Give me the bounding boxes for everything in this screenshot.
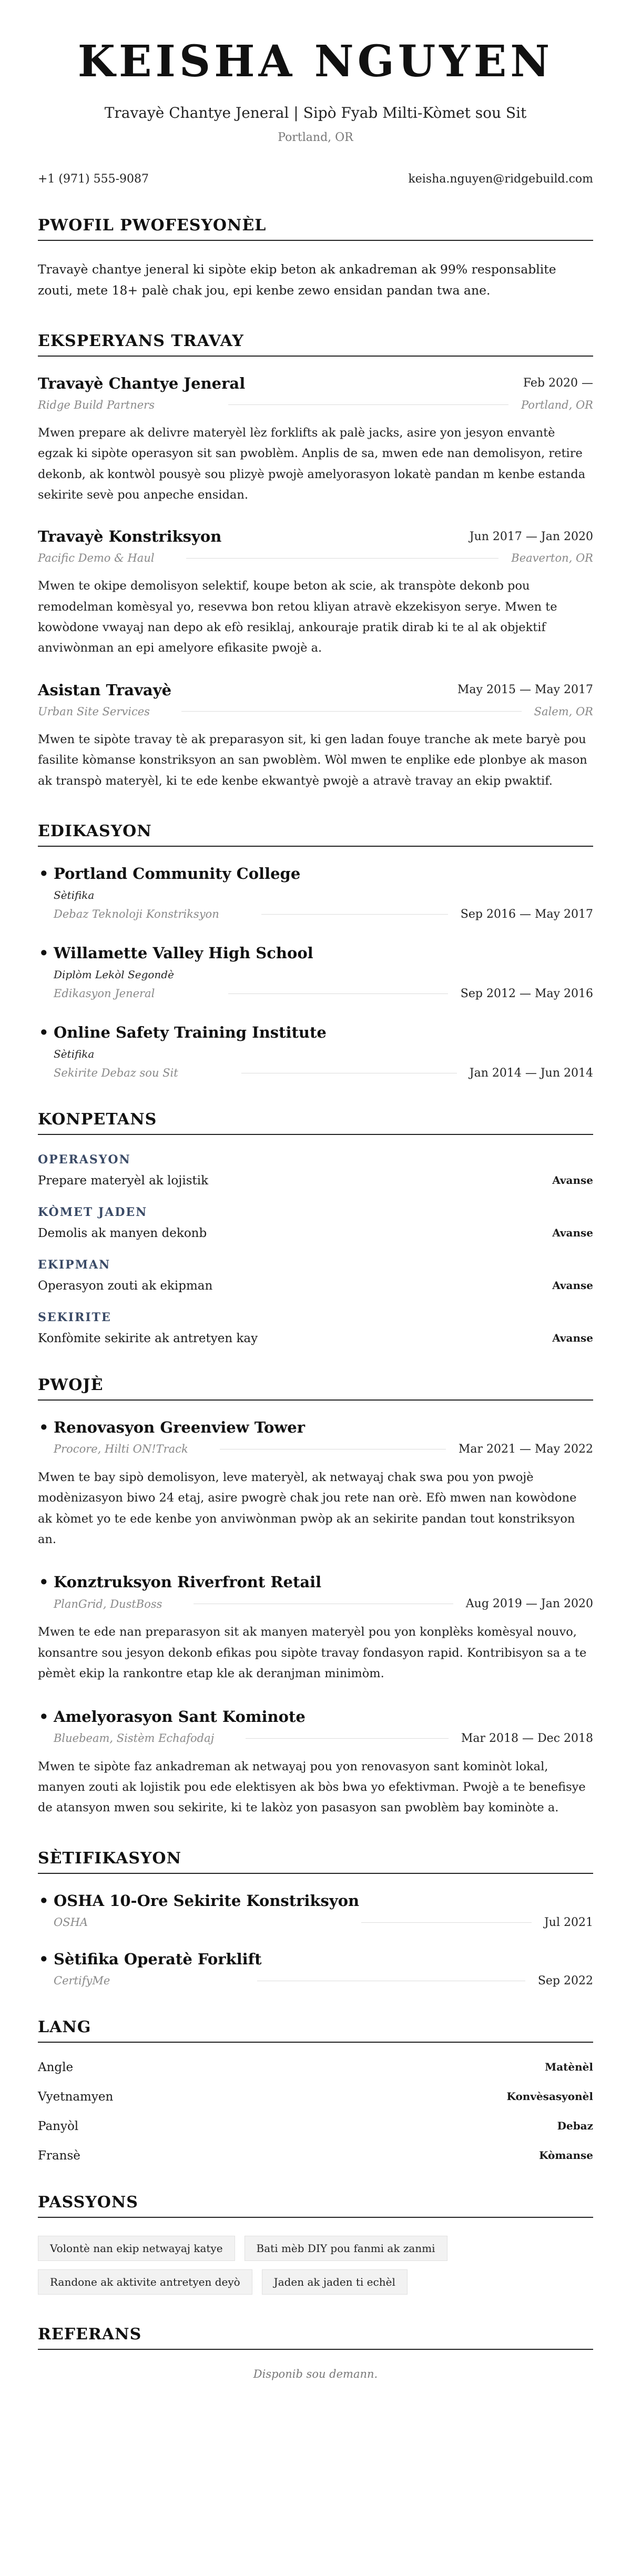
- skill-row: [38, 1226, 593, 1240]
- certification-entry: [38, 1950, 593, 1987]
- resume-header: [38, 0, 593, 186]
- job-location: Beaverton, OR: [511, 552, 593, 565]
- interest-tag: Volontè nan ekip netwayaj katye: [38, 2236, 235, 2261]
- skill-row: [38, 1174, 593, 1188]
- project-dates: Aug 2019 — Jan 2020: [465, 1597, 593, 1611]
- job-dates: Jun 2017 — Jan 2020: [469, 530, 593, 543]
- skill-category: KÒMET JADEN: [38, 1205, 148, 1219]
- section-title: KONPETANS: [38, 1110, 593, 1135]
- language-level: Kòmanse: [539, 2148, 593, 2162]
- interest-tag: Jaden ak jaden ti echèl: [262, 2269, 408, 2295]
- skill-level: Avanse: [552, 1279, 593, 1292]
- education-section: [38, 822, 593, 1080]
- job-dates: Feb 2020 —: [523, 377, 593, 390]
- project-name: • Renovasyon Greenview Tower: [38, 1418, 305, 1436]
- job-title: Travayè Konstriksyon: [38, 528, 222, 546]
- language-row: [38, 2149, 593, 2163]
- interest-tag: Bati mèb DIY pou fanmi ak zanmi: [245, 2236, 447, 2261]
- projects-section: [38, 1376, 593, 1819]
- profile-summary: Travayè chantye jeneral ki sipòte ekip beton ak ankadreman ak 99% responsablite zouti, mete 18+ palè chak jou, epi kenbe zewo ensidan pandan twa ane.: [38, 262, 556, 298]
- project-name: • Amelyorasyon Sant Kominote: [38, 1708, 306, 1726]
- certification-date: Jul 2021: [544, 1915, 593, 1929]
- language-row: [38, 2090, 593, 2104]
- school-name: • Willamette Valley High School: [38, 944, 593, 962]
- project-entry: [38, 1708, 593, 1819]
- language-name: Panyòl: [38, 2119, 79, 2133]
- job-entry: [38, 681, 593, 792]
- education-dates: Jan 2014 — Jun 2014: [469, 1066, 593, 1080]
- section-title: EDIKASYON: [38, 822, 593, 847]
- language-name: Vyetnamyen: [38, 2090, 114, 2104]
- school-name: • Online Safety Training Institute: [38, 1023, 593, 1041]
- job-description: Mwen prepare ak delivre materyèl lèz forklifts ak palè jacks, asire yon jesyon envantè egzak ki sipòte operasyon sit san pwoblèm. Anplis de sa, mwen ede nan demolisyon, retire dekonb, ak kontwòl pousyè sou plizyè pwojè amelyorasyon lokatè pandan m kenbe estanda sekirite sevè pou anpeche ensidan.: [38, 425, 586, 502]
- degree: Sètifika: [54, 1047, 95, 1060]
- skill-level: Avanse: [552, 1226, 593, 1239]
- job-entry: [38, 528, 593, 659]
- job-dates: May 2015 — May 2017: [457, 683, 593, 697]
- phone: +1 (971) 555-9087: [38, 173, 149, 186]
- headline: Travayè Chantye Jeneral | Sipò Fyab Milti-Kòmet sou Sit: [104, 104, 527, 121]
- skill-name: Demolis ak manyen dekonb: [38, 1226, 207, 1240]
- project-description: Mwen te bay sipò demolisyon, leve materyèl, ak netwayaj chak swa pou yon pwojè modènizasyon biwo 24 etaj, asire pwogrè chak jou rete nan orè. Efò mwen nan kowòdone ak kòmet yo te ede kenbe yon anviwònman pwòp ak an sekirite pandan tout konstriksyon an.: [38, 1470, 577, 1547]
- skill-level: Avanse: [552, 1173, 593, 1186]
- field-of-study: Edikasyon Jeneral: [54, 987, 155, 1000]
- references-section: [38, 2325, 593, 2380]
- email[interactable]: keisha.nguyen@ridgebuild.com: [408, 173, 593, 186]
- references-text: Disponib sou demann.: [253, 2367, 378, 2380]
- project-entry: [38, 1418, 593, 1550]
- skill-row: [38, 1332, 593, 1345]
- education-entry: [38, 865, 593, 921]
- skill-name: Operasyon zouti ak ekipman: [38, 1279, 213, 1293]
- contact-row: [38, 173, 593, 186]
- skill-category: SEKIRITE: [38, 1310, 111, 1324]
- language-name: Fransè: [38, 2148, 80, 2163]
- skill-category: EKIPMAN: [38, 1257, 111, 1272]
- certifications-section: [38, 1849, 593, 1987]
- certification-name: • OSHA 10-Ore Sekirite Konstriksyon: [38, 1892, 593, 1910]
- field-of-study: Sekirite Debaz sou Sit: [54, 1067, 178, 1080]
- certification-name: • Sètifika Operatè Forklift: [38, 1950, 593, 1968]
- section-title: PWOJÈ: [38, 1376, 593, 1401]
- project-description: Mwen te sipòte faz ankadreman ak netwayaj pou yon renovasyon sant kominòt lokal, manyen zouti ak lojistik pou ede elektisyen ak bòs bwa yo efektivman. Pwojè a te benefisye de atansyon mwen sou sekirite, ki te lakòz yon pasasyon san pwoblèm bay kominòte a.: [38, 1759, 586, 1815]
- interests-section: [38, 2193, 593, 2295]
- language-row: [38, 2119, 593, 2133]
- job-description: Mwen te sipòte travay tè ak preparasyon sit, ki gen ladan fouye tranche ak mete baryè pou fasilite kòmanse konstriksyon an san pwoblèm. Wòl mwen te enplike ede plonbye ak mason ak transpò materyèl, ki te ede kenbe ekwantyè pwojè a atravè travay an ekip pwaktif.: [38, 732, 587, 788]
- section-title: REFERANS: [38, 2325, 593, 2350]
- language-level: Konvèsasyonèl: [506, 2090, 593, 2103]
- profile-section: [38, 216, 593, 301]
- school-name: • Portland Community College: [38, 865, 593, 883]
- section-title: EKSPERYANS TRAVAY: [38, 332, 593, 357]
- skill-row: [38, 1279, 593, 1293]
- project-dates: Mar 2021 — May 2022: [458, 1442, 593, 1456]
- project-tools: Bluebeam, Sistèm Echafodaj: [54, 1732, 215, 1745]
- job-title: Travayè Chantye Jeneral: [38, 374, 246, 392]
- job-entry: [38, 374, 593, 506]
- experience-section: [38, 332, 593, 792]
- certification-date: Sep 2022: [537, 1974, 593, 1987]
- section-title: SÈTIFIKASYON: [38, 1849, 593, 1874]
- education-dates: Sep 2012 — May 2016: [460, 987, 593, 1000]
- section-title: PASSYONS: [38, 2193, 593, 2218]
- language-level: Debaz: [557, 2119, 593, 2132]
- project-tools: PlanGrid, DustBoss: [54, 1597, 162, 1610]
- project-entry: [38, 1573, 593, 1684]
- degree: Sètifika: [54, 888, 95, 901]
- job-description: Mwen te okipe demolisyon selektif, koupe beton ak scie, ak transpòte dekonb pou remodelman komèsyal yo, resevwa bon retou kliyan atravè ekzekisyon serye. Mwen te kowòdone vwayaj nan depo ak efò resiklaj, ankouraje pratik dirab ki te al ak objektif anviwònman an epi amelyore efikasite pwojè a.: [38, 579, 557, 655]
- education-dates: Sep 2016 — May 2017: [460, 907, 593, 921]
- certification-issuer: CertifyMe: [54, 1974, 110, 1987]
- certification-issuer: OSHA: [54, 1916, 88, 1929]
- skills-section: [38, 1110, 593, 1345]
- project-description: Mwen te ede nan preparasyon sit ak manyen materyèl pou yon konplèks komèsyal nouvo, konsantre sou jesyon dekonb efikas pou sipòte travay fondasyon rapid. Kontribisyon sa a te pèmèt ekip la rankontre etap kle ak deranjman minimòm.: [38, 1625, 587, 1681]
- project-name: • Konztruksyon Riverfront Retail: [38, 1573, 321, 1591]
- language-level: Matènèl: [545, 2060, 593, 2073]
- languages-section: [38, 2018, 593, 2163]
- section-title: LANG: [38, 2018, 593, 2043]
- candidate-name: KEISHA NGUYEN: [77, 36, 554, 87]
- interest-tags: [38, 2236, 593, 2295]
- skill-name: Konfòmite sekirite ak antretyen kay: [38, 1331, 258, 1345]
- job-company: Ridge Build Partners: [38, 398, 155, 411]
- section-title: PWOFIL PWOFESYONÈL: [38, 216, 593, 241]
- job-company: Pacific Demo & Haul: [38, 552, 155, 565]
- job-location: Salem, OR: [534, 705, 593, 718]
- location: Portland, OR: [278, 131, 353, 144]
- skill-level: Avanse: [552, 1331, 593, 1344]
- job-location: Portland, OR: [521, 398, 593, 411]
- education-entry: [38, 1023, 593, 1080]
- job-title: Asistan Travayè: [38, 681, 172, 699]
- field-of-study: Debaz Teknoloji Konstriksyon: [54, 908, 219, 921]
- project-tools: Procore, Hilti ON!Track: [54, 1443, 188, 1456]
- language-row: [38, 2061, 593, 2074]
- language-name: Angle: [38, 2060, 74, 2074]
- skill-category: OPERASYON: [38, 1152, 131, 1167]
- degree: Diplòm Lekòl Segondè: [54, 968, 174, 981]
- job-company: Urban Site Services: [38, 705, 150, 718]
- education-entry: [38, 944, 593, 1000]
- interest-tag: Randone ak aktivite antretyen deyò: [38, 2269, 252, 2295]
- project-dates: Mar 2018 — Dec 2018: [461, 1731, 593, 1745]
- skill-name: Prepare materyèl ak lojistik: [38, 1173, 209, 1188]
- certification-entry: [38, 1892, 593, 1929]
